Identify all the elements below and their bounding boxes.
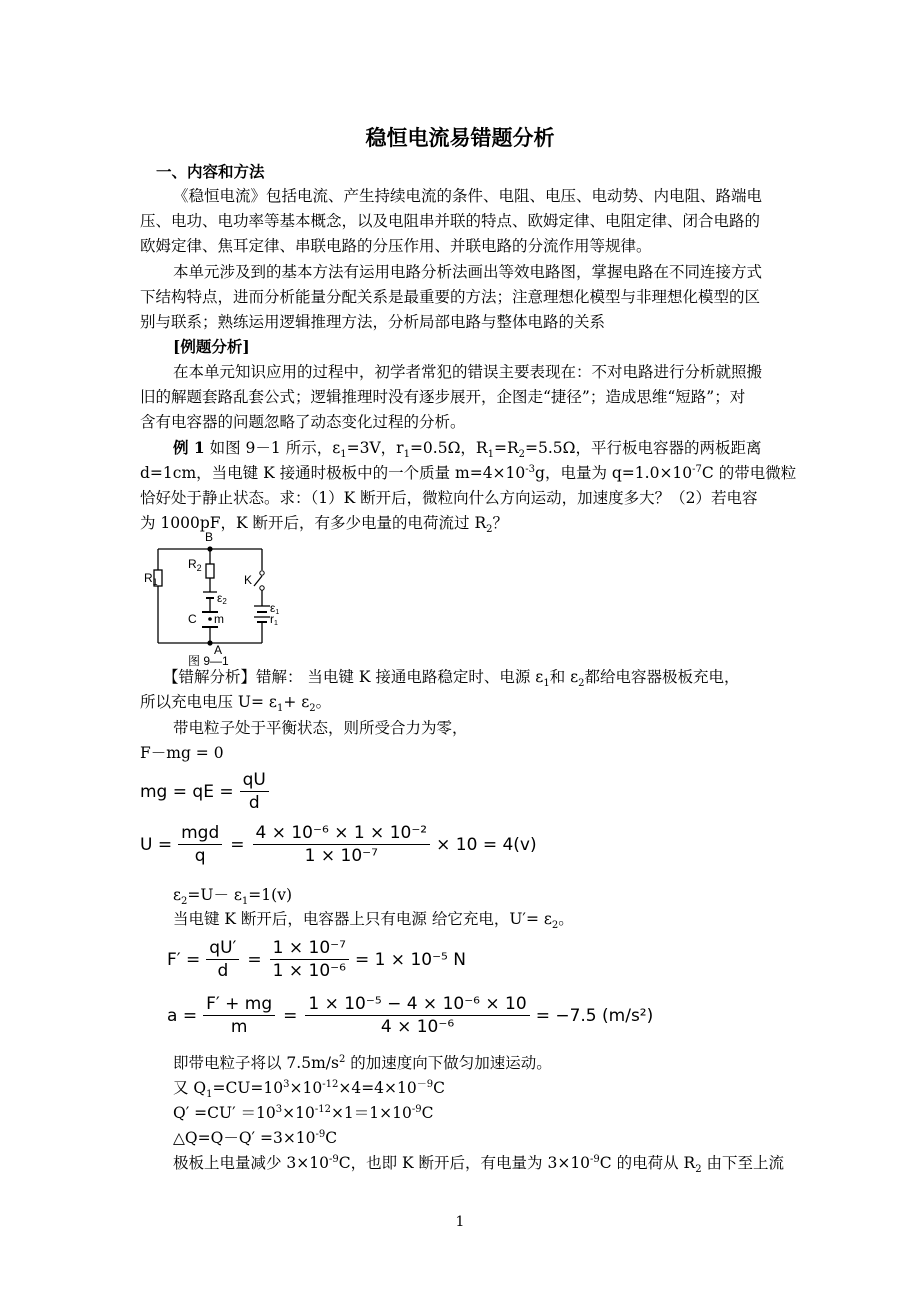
- result-text: Q′ =CU′ ＝10: [173, 1104, 276, 1122]
- section-heading-content: [156, 162, 265, 182]
- subscript: 1: [340, 449, 347, 461]
- analysis-line1: [163, 667, 740, 690]
- eps1-subscript: 1: [275, 609, 280, 616]
- r1-label: [144, 571, 158, 587]
- result-text: C: [433, 1079, 446, 1097]
- subscript: 1: [543, 678, 550, 690]
- page-number: 1: [455, 1214, 465, 1230]
- subscript: 2: [518, 449, 526, 461]
- example1-text: d=1cm，当电键 K 接通时极板中的一个质量 m=4×10: [140, 464, 526, 482]
- para3-line3: 含有电容器的问题忽略了动态变化过程的分析。: [140, 413, 466, 431]
- superscript: -7: [692, 463, 702, 475]
- subscript: 2: [309, 703, 316, 715]
- subscript: 1: [403, 449, 410, 461]
- eps2-text: =1(v): [248, 886, 292, 904]
- subscript: 2: [181, 896, 188, 908]
- para3-line1: 在本单元知识应用的过程中，初学者常犯的错误主要表现在：不对电路进行分析就照搬: [173, 363, 763, 381]
- fraction-qu-d: [240, 770, 269, 813]
- particle-m-label: m: [214, 612, 224, 626]
- fraction-numerator: F′ + mg: [203, 994, 275, 1016]
- eps2-letter: ε: [217, 591, 223, 605]
- equation-rhs: × 10 = 4(v): [436, 834, 537, 855]
- para2-line3: 别与联系；熟练运用逻辑推理方法，分析局部电路与整体电路的关系: [140, 313, 606, 331]
- example1-text: 如图 9－1 所示，ε: [209, 439, 341, 457]
- fraction-mgd-q: [178, 823, 222, 866]
- eps2-subscript: 2: [222, 597, 227, 606]
- result-text: ×10: [282, 1104, 315, 1122]
- example1-line1: [173, 438, 762, 461]
- fraction-numeric: [270, 938, 349, 981]
- para2-line1: 本单元涉及到的基本方法有运用电路分析法画出等效电路图，掌握电路在不同连接方式: [173, 263, 763, 281]
- result-line1: [173, 1053, 552, 1073]
- section-heading-examples: [例题分析]: [173, 337, 250, 356]
- circuit-diagram-9-1: [144, 528, 284, 668]
- k-off-text: 。: [558, 910, 574, 928]
- para1-line3: 欧姆定律、焦耳定律、串联电路的分压作用、并联电路的分流作用等规律。: [140, 237, 652, 255]
- fraction-denominator: q: [194, 846, 206, 866]
- page-title: 稳恒电流易错题分析: [365, 126, 555, 150]
- subscript: 1: [276, 703, 284, 715]
- equation-u: [140, 823, 537, 866]
- para1-line1: 《稳恒电流》包括电流、产生持续电流的条件、电阻、电压、电动势、内电阻、路端电: [173, 187, 763, 205]
- fraction-numerator: 1 × 10⁻⁵ − 4 × 10⁻⁶ × 10: [305, 994, 529, 1016]
- equation-mg-qe: [140, 770, 269, 813]
- para2-line2: 下结构特点，进而分析能量分配关系是最重要的方法；注意理想化模型与非理想化模型的区: [140, 288, 761, 306]
- fraction-denominator: 4 × 10⁻⁶: [380, 1017, 455, 1037]
- para3-line2: 旧的解题套路乱套公式；逻辑推理时没有逐步展开，企图走“捷径”；造成思维“短路”；对: [140, 388, 746, 406]
- fraction-denominator: d: [217, 961, 229, 981]
- result-line3: [173, 1103, 433, 1123]
- eps1-letter: ε: [270, 601, 276, 615]
- eps2-label: [217, 591, 227, 606]
- result-text: C: [325, 1129, 338, 1147]
- fraction-denominator: m: [230, 1017, 248, 1037]
- analysis-text: 。: [315, 693, 332, 711]
- fraction-numeric: [253, 823, 431, 866]
- eps2-line: [173, 885, 292, 908]
- result-text: 的加速度向下做匀加速运动。: [345, 1054, 552, 1072]
- fraction-numerator: qU′: [206, 938, 239, 960]
- superscript: －9: [416, 1078, 434, 1090]
- subscript: 1: [241, 896, 249, 908]
- analysis-line2: [140, 692, 332, 715]
- k-off-text: 当电键 K 断开后，电容器上只有电源 给它充电，U′= ε: [173, 910, 552, 928]
- fraction-denominator: d: [248, 793, 260, 813]
- fraction-denominator: 1 × 10⁻⁷: [304, 846, 378, 866]
- result-text: 由下至上流: [701, 1154, 784, 1172]
- fraction-numerator: 4 × 10⁻⁶ × 1 × 10⁻²: [253, 823, 431, 845]
- fraction-force-mass: [203, 994, 275, 1037]
- equation-f-prime: [167, 938, 466, 981]
- figure-caption: 图 9—1: [188, 654, 229, 668]
- analysis-text: 所以充电电压 U= ε: [140, 693, 277, 711]
- equation-acceleration: [167, 994, 653, 1037]
- equation-lhs: mg = qE =: [140, 781, 234, 802]
- equation-lhs: a =: [167, 1005, 198, 1026]
- example1-text: =5.5Ω，平行板电容器的两板距离: [525, 439, 762, 457]
- superscript: -9: [315, 1128, 326, 1140]
- fraction-denominator: 1 × 10⁻⁶: [272, 961, 346, 981]
- switch-k-label: K: [244, 573, 253, 587]
- example1-text: =3V，r: [346, 439, 404, 457]
- result-text: ×4=4×10: [338, 1079, 417, 1097]
- subscript: 1: [487, 449, 494, 461]
- equals-sign: =: [230, 834, 245, 855]
- equals-sign: =: [247, 949, 262, 970]
- example1-line2: [140, 463, 796, 483]
- r1-internal-letter: r: [270, 612, 274, 626]
- fraction-numerator: qU: [240, 770, 269, 792]
- equals-sign: =: [283, 1005, 298, 1026]
- eps2-text: =U－ ε: [187, 886, 242, 904]
- example1-text: =0.5Ω，R: [409, 439, 488, 457]
- r1-letter: R: [144, 571, 153, 585]
- analysis-text: 都给电容器极板充电，: [584, 668, 740, 686]
- superscript: -12: [322, 1078, 339, 1090]
- section-heading-text: 一、内容和方法: [156, 162, 265, 181]
- result-text: 极板上电量减少 3×10: [173, 1154, 329, 1172]
- example1-text: g，电量为 q=1.0×10: [535, 464, 693, 482]
- result-line2: [173, 1078, 446, 1101]
- k-off-line: [173, 909, 574, 932]
- result-text: ×1＝1×10: [330, 1104, 412, 1122]
- subscript: 2: [486, 524, 493, 536]
- node-b-label: B: [205, 530, 214, 544]
- result-line4: [173, 1128, 337, 1148]
- eps2-text: ε: [173, 886, 182, 904]
- capacitor-c-label: C: [188, 612, 197, 626]
- analysis-text: 【错解分析】错解： 当电键 K 接通电路稳定时、电源 ε: [163, 668, 544, 686]
- superscript: 3: [283, 1078, 290, 1090]
- result-text: △Q=Q－Q′ =3×10: [173, 1129, 316, 1147]
- superscript: 2: [338, 1053, 346, 1065]
- superscript: 3: [275, 1103, 283, 1115]
- superscript: -12: [314, 1103, 331, 1115]
- example1-line3: 恰好处于静止状态。求：（1）K 断开后，微粒向什么方向运动，加速度多大？（2）若电容: [140, 489, 758, 507]
- example1-text: =R: [493, 439, 519, 457]
- equation-lhs: U =: [140, 834, 173, 855]
- subscript: 2: [551, 920, 559, 932]
- result-text: 即带电粒子将以 7.5m/s: [173, 1054, 339, 1072]
- equation-rhs: = 1 × 10⁻⁵ N: [354, 949, 466, 970]
- fraction-numeric: [305, 994, 529, 1037]
- para1-line2: 压、电功、电功率等基本概念，以及电阻串并联的特点、欧姆定律、电阻定律、闭合电路的: [140, 212, 761, 230]
- fraction-qu-prime-d: [206, 938, 239, 981]
- result-text: ×10: [289, 1079, 323, 1097]
- analysis-text: + ε: [283, 693, 310, 711]
- subscript: 2: [695, 1164, 702, 1176]
- superscript: -9: [411, 1103, 422, 1115]
- superscript: -9: [590, 1153, 600, 1165]
- fraction-numerator: 1 × 10⁻⁷: [270, 938, 349, 960]
- r2-subscript: 2: [196, 563, 202, 573]
- node-a-label: A: [214, 643, 223, 657]
- result-text: C 的电荷从 R: [599, 1154, 696, 1172]
- example1-text: C 的带电微粒: [701, 464, 797, 482]
- equation-rhs: = −7.5 (m/s²): [535, 1005, 654, 1026]
- example1-text: ？: [492, 514, 509, 532]
- analysis-text: 和 ε: [549, 668, 579, 686]
- superscript: -3: [525, 463, 536, 475]
- result-text: 又 Q: [173, 1079, 207, 1097]
- analysis-line3: 带电粒子处于平衡状态，则所受合力为零，: [173, 719, 468, 737]
- result-line5: [173, 1153, 784, 1176]
- r1-subscript: 1: [152, 577, 158, 587]
- result-text: C: [421, 1104, 434, 1122]
- subscript: 1: [206, 1089, 213, 1101]
- example-label: 例 1: [173, 438, 205, 457]
- fraction-numerator: mgd: [178, 823, 222, 845]
- subscript: 2: [578, 678, 585, 690]
- r2-label: [188, 557, 202, 573]
- superscript: -9: [329, 1153, 339, 1165]
- r1-internal-subscript: 1: [274, 620, 278, 627]
- example1-text: 为 1000pF，K 断开后，有多少电量的电荷流过 R: [140, 514, 487, 532]
- result-text: C，也即 K 断开后，有电量为 3×10: [338, 1154, 591, 1172]
- equation-lhs: F′ =: [167, 949, 201, 970]
- analysis-line4: F－mg = 0: [140, 744, 224, 762]
- r2-letter: R: [188, 557, 197, 571]
- result-text: =CU=10: [212, 1079, 284, 1097]
